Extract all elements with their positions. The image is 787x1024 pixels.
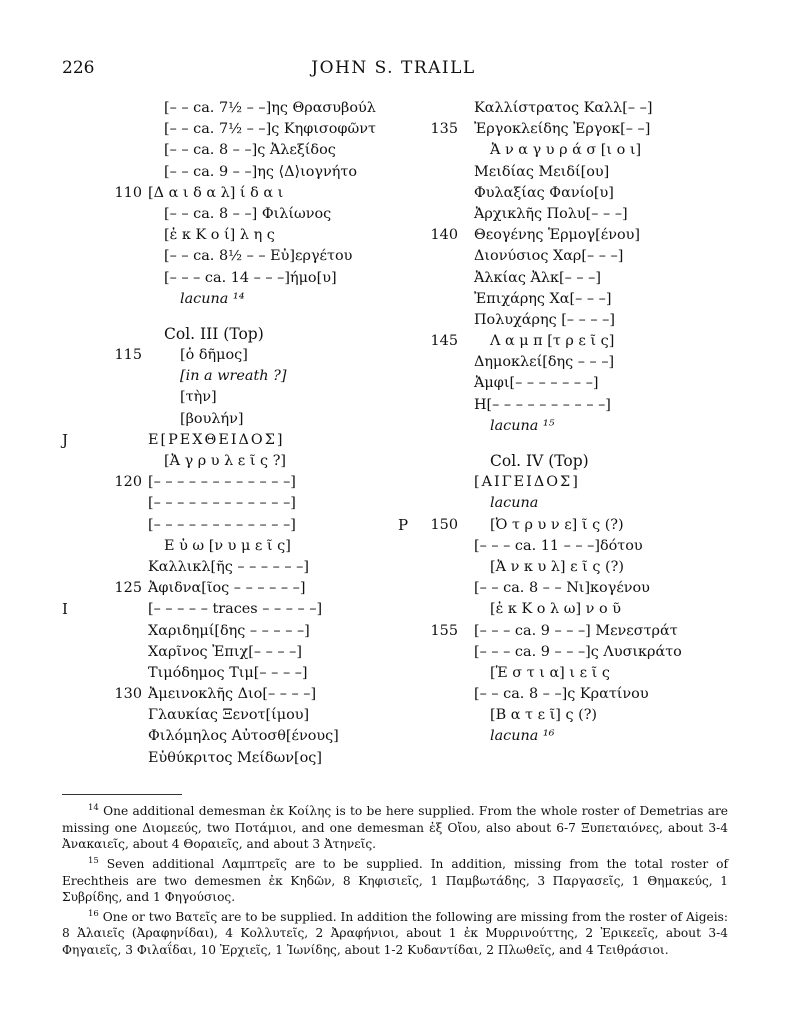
line-text: Πολυχάρης [– – – –] [474, 311, 615, 328]
line-text: Col. III (Top) [164, 324, 264, 343]
inscription-line [398, 493, 728, 514]
line-text: Ἐργοκλείδης Ἐργοκ[– –] [474, 121, 651, 138]
line-text: Λ α μ π [τ ρ ε ῖ ς] [490, 333, 615, 350]
line-number: 145 [430, 333, 458, 350]
inscription-line [62, 748, 392, 769]
inscription-left-column [62, 98, 392, 769]
inscription-line [398, 204, 728, 225]
line-text: [– – – ca. 11 – – –]δότου [474, 537, 643, 554]
line-text: [– – ca. 8 – –] Φιλίωνος [164, 205, 332, 222]
inscription-line [62, 268, 392, 289]
line-text: Καλλίστρατος Καλλ[– –] [474, 100, 653, 116]
line-number: 110 [114, 184, 142, 201]
line-text: lacuna ¹⁵ [490, 417, 555, 434]
footnote-number: 14 [88, 803, 99, 813]
inscription-line [62, 98, 392, 119]
line-text: [ἐ κ Κ ο λ ω] ν ο ῦ [490, 601, 621, 618]
line-text: Col. IV (Top) [490, 452, 589, 470]
line-text: [– – ca. 7½ – –]ς Κηφισοφῶντ [164, 121, 376, 138]
line-text: [– – – – – – – – – – – –] [148, 474, 296, 491]
line-text: Μειδίας Μειδί[ου] [474, 163, 610, 180]
inscription-line [398, 289, 728, 310]
line-text: [– – – ca. 9 – – –]ς Λυσικράτο [474, 643, 682, 660]
inscription-line [62, 366, 392, 387]
inscription-line [398, 352, 728, 373]
inscription-line [62, 515, 392, 536]
inscription-line [398, 310, 728, 331]
inscription-line [398, 395, 728, 416]
footnotes [62, 800, 728, 959]
column-gap [398, 437, 728, 451]
line-text: Η[– – – – – – – – – –] [474, 396, 611, 413]
footnote [62, 906, 728, 959]
inscription-line [398, 663, 728, 684]
inscription-line [62, 140, 392, 161]
page-number: 226 [62, 58, 95, 78]
inscription-line [62, 119, 392, 140]
inscription-line [62, 472, 392, 493]
inscription-line [398, 225, 728, 246]
line-text: [Ὀ τ ρ υ ν ε] ῖ ς (?) [490, 516, 624, 533]
inscription-line [62, 430, 392, 451]
inscription-line [398, 515, 728, 536]
inscription-line [398, 119, 728, 140]
inscription-line [62, 225, 392, 246]
line-text: [– – ca. 8½ – – Εὐ]εργέτου [164, 248, 353, 265]
line-text: [Ἑ σ τ ι α] ι ε ῖ ς [490, 664, 610, 681]
footnote-number: 15 [88, 855, 99, 866]
line-text: Ἀρχικλῆς Πολυ[– – –] [474, 205, 628, 222]
line-text: Διονύσιος Χαρ[– – –] [474, 248, 624, 265]
line-number: 140 [430, 227, 458, 244]
inscription-line [62, 599, 392, 620]
line-number: 120 [114, 474, 142, 491]
inscription-line [398, 472, 728, 493]
line-number: 130 [114, 686, 142, 703]
inscription-line [398, 599, 728, 620]
line-number: 155 [430, 622, 458, 639]
line-text: [– – – ca. 14 – – –]ήμο[υ] [164, 269, 337, 286]
line-text: Εὐθύκριτος Μείδων[ος] [148, 749, 322, 766]
fragment-marker: J [62, 430, 69, 449]
line-text: [Ἀ γ ρ υ λ ε ῖ ς ?] [164, 453, 287, 469]
inscription-line [62, 289, 392, 310]
line-text: Ἀμεινοκλῆς Διο[– – – –] [148, 686, 317, 703]
inscription-line [62, 621, 392, 642]
line-text: [– – – – – – – – – – – –] [148, 516, 296, 533]
inscription-line [398, 183, 728, 204]
running-head: JOHN S. TRAILL [311, 58, 476, 78]
line-text: Τιμόδημος Τιμ[– – – –] [148, 664, 308, 681]
line-text: [in a wreath ?] [180, 368, 287, 385]
line-text: [– – ca. 8 – – Νι]κογένου [474, 580, 650, 597]
column-heading [398, 451, 728, 472]
line-text: [– – – ca. 9 – – –] Μενεστράτ [474, 622, 678, 639]
line-number: 115 [114, 347, 142, 364]
inscription-line [62, 536, 392, 557]
inscription-line [62, 162, 392, 183]
line-text: [Ἀ ν κ υ λ] ε ῖ ς (?) [490, 558, 624, 575]
footnote-text: One additional demesman ἐκ Κοίλης is to be here supplied. From the whole roster of Demetrias are missing one Διομεεύς, two Ποτάμιοι, and one demesman ἐξ Οἴου, also about 6-7 Ξυπεταιόνες, about 3-4 Ἀνακαιεῖς, about 4 Θοραιεῖς, and about 3 Ἀτηνεῖς. [62, 804, 729, 852]
line-text: Ε[ΡΕΧΘΕΙΔΟΣ] [148, 431, 285, 448]
inscription-line [62, 345, 392, 366]
fragment-marker: I [62, 600, 68, 619]
line-text: Ἀλκίας Ἀλκ[– – –] [474, 269, 601, 286]
inscription-line [398, 705, 728, 726]
inscription-line [398, 642, 728, 663]
line-text: Χαρῖνος Ἐπιχ[– – – –] [148, 643, 302, 660]
footnote-text: One or two Βατεῖς are to be supplied. In addition the following are missing from the roster of Aigeis: 8 Ἁλαιεῖς (Ἀραφηνίδαι), 4 Κολλυτεῖς, 2 Ἀραφήνιοι, about 1 ἐκ Μυρρινούττης, 2 Ἐρικεεῖς, about 3-4 Φηγαιεῖς, 3 Φιλαΐδαι, 10 Ἐρχιεῖς, 1 Ἰωνίδης, about 1-2 Κυδαντίδαι, 2 Πλωθεῖς, and 4 Τειθράσιοι. [62, 909, 728, 957]
inscription-line [62, 663, 392, 684]
line-text: [ὁ δῆμος] [180, 347, 248, 364]
line-text: [– – ca. 7½ – –]ης Θρασυβούλ [164, 100, 376, 116]
footnote [62, 853, 728, 906]
footnote-text: Seven additional Λαμπτρεῖς are to be supplied. In addition, missing from the total roster of Erechtheis are two demesmen ἐκ Κηδῶν, 8 Κηφισιεῖς, 1 Παμβωτάδης, 3 Παργασεῖς, 1 Θημακεύς, 1 Συβρίδης, and 1 Φηγούσιος. [62, 856, 728, 905]
line-text: [– – – – – traces – – – – –] [148, 601, 323, 618]
inscription-line [398, 140, 728, 161]
inscription-line [62, 578, 392, 599]
line-text: lacuna ¹⁶ [490, 728, 555, 745]
inscription-line [62, 387, 392, 408]
line-text: [Β α τ ε ῖ] ς (?) [490, 707, 598, 724]
line-text: [ἐ κ Κ ο ί] λ η ς [164, 227, 275, 244]
inscription-line [398, 268, 728, 289]
inscription-line [398, 98, 728, 119]
line-number: 135 [430, 121, 458, 138]
line-number: 125 [114, 580, 142, 597]
line-text: Ε ὐ ω [ν υ μ ε ῖ ς] [164, 537, 291, 554]
footnote-rule [62, 794, 182, 795]
fragment-marker: P [398, 515, 409, 534]
line-text: Δημοκλεί[δης – – –] [474, 354, 615, 371]
line-text: [Δ α ι δ α λ] ί δ α ι [148, 184, 284, 201]
inscription-line [398, 621, 728, 642]
inscription-line [398, 331, 728, 352]
line-text: [βουλήν] [180, 410, 244, 427]
inscription-line [62, 493, 392, 514]
line-number: 150 [430, 516, 458, 533]
inscription-line [62, 246, 392, 267]
line-text: Ἀφιδνα[ῖος – – – – – –] [148, 580, 306, 597]
footnote-number: 16 [88, 908, 99, 919]
line-text: Γλαυκίας Ξενοτ[ίμου] [148, 707, 310, 724]
line-text: Ἀμφι[– – – – – – –] [474, 375, 599, 392]
line-text: Φιλόμηλος Αὐτοσθ[ένους] [148, 728, 339, 745]
inscription-line [62, 409, 392, 430]
line-text: Θεογένης Ἑρμογ[ένου] [474, 227, 641, 244]
inscription-line [398, 416, 728, 437]
line-text: [– – ca. 8 – –]ς Ἀλεξίδος [164, 142, 336, 159]
inscription-line [62, 642, 392, 663]
inscription-line [62, 705, 392, 726]
column-heading [62, 324, 392, 345]
inscription-line [398, 162, 728, 183]
line-text: Φυλαξίας Φανίο[υ] [474, 184, 614, 201]
line-text: Ἀ ν α γ υ ρ ά σ [ι ο ι] [490, 142, 642, 159]
inscription-line [62, 204, 392, 225]
inscription-line [62, 726, 392, 747]
line-text: [– – ca. 8 – –]ς Κρατίνου [474, 686, 649, 703]
line-text: Καλλικλ[ῆς – – – – – –] [148, 558, 309, 575]
inscription-right-column [398, 98, 728, 748]
inscription-line [398, 726, 728, 747]
inscription-line [398, 536, 728, 557]
inscription-line [398, 578, 728, 599]
column-gap [62, 310, 392, 324]
line-text: lacuna ¹⁴ [180, 290, 245, 307]
line-text: lacuna [490, 495, 539, 512]
inscription-line [398, 684, 728, 705]
footnote [62, 800, 728, 853]
line-text: [– – – – – – – – – – – –] [148, 495, 296, 512]
inscription-line [62, 183, 392, 204]
line-text: [ΑΙΓΕΙΔΟΣ] [474, 474, 580, 491]
inscription-line [398, 373, 728, 394]
inscription-line [398, 557, 728, 578]
line-text: [– – ca. 9 – –]ης ⟨Δ⟩ιογνήτο [164, 163, 358, 180]
inscription-line [62, 451, 392, 472]
inscription-line [62, 684, 392, 705]
line-text: Ἐπιχάρης Χα[– – –] [474, 290, 612, 307]
inscription-line [398, 246, 728, 267]
line-text: Χαριδημί[δης – – – – –] [148, 622, 310, 639]
line-text: [τὴν] [180, 389, 217, 406]
inscription-line [62, 557, 392, 578]
